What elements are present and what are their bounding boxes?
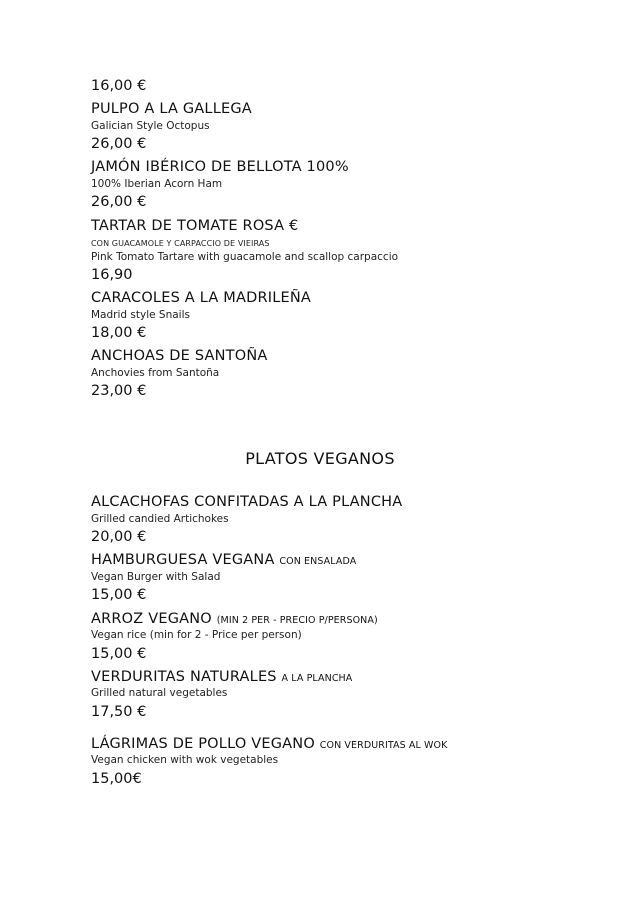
vegan-item-desc: Grilled natural vegetables <box>91 687 228 699</box>
item-name: ANCHOAS DE SANTOÑA <box>91 348 268 364</box>
item-price: 26,00 € <box>91 194 147 210</box>
vegan-item-price: 20,00 € <box>91 529 147 545</box>
item-name: TARTAR DE TOMATE ROSA € <box>91 218 299 234</box>
vegan-item-desc: Vegan rice (min for 2 - Price per person) <box>91 629 302 641</box>
vegan-item-title <box>91 553 356 568</box>
vegan-item-desc: Grilled candied Artichokes <box>91 513 229 525</box>
vegan-item-desc: Vegan chicken with wok vegetables <box>91 754 279 766</box>
item-price: 23,00 € <box>91 383 147 399</box>
vegan-item-title <box>91 670 352 685</box>
vegan-item-title <box>91 612 378 627</box>
item-name: PULPO A LA GALLEGA <box>91 101 252 117</box>
vegan-item-desc: Vegan Burger with Salad <box>91 571 221 583</box>
vegan-item-suffix: (MIN 2 PER - PRECIO P/PERSONA) <box>216 615 378 626</box>
item-name: JAMÓN IBÉRICO DE BELLOTA 100% <box>91 159 349 175</box>
item-desc: Anchovies from Santoña <box>91 367 220 379</box>
vegan-item-price: 15,00€ <box>91 771 142 787</box>
carry-over-price: 16,00 € <box>91 78 147 94</box>
item-desc: Madrid style Snails <box>91 309 190 321</box>
vegan-item-name: HAMBURGUESA VEGANA <box>91 552 275 568</box>
vegan-item-name: VERDURITAS NATURALES <box>91 669 277 685</box>
vegan-item-name: LÁGRIMAS DE POLLO VEGANO <box>91 736 315 752</box>
item-desc: 100% Iberian Acorn Ham <box>91 178 223 190</box>
vegan-item-title <box>91 737 447 752</box>
item-note: CON GUACAMOLE Y CARPACCIO DE VIEIRAS <box>91 239 270 248</box>
item-desc: Pink Tomato Tartare with guacamole and scallop carpaccio <box>91 251 399 263</box>
vegan-item-price: 17,50 € <box>91 704 147 720</box>
vegan-item-suffix: CON ENSALADA <box>279 556 357 567</box>
vegan-item-suffix: A LA PLANCHA <box>281 673 353 684</box>
vegan-item-name: ALCACHOFAS CONFITADAS A LA PLANCHA <box>91 494 403 510</box>
vegan-item-name: ARROZ VEGANO <box>91 611 212 627</box>
vegan-item-price: 15,00 € <box>91 646 147 662</box>
vegan-item-suffix: CON VERDURITAS AL WOK <box>319 740 448 751</box>
item-desc: Galician Style Octopus <box>91 120 210 132</box>
item-price: 16,90 <box>91 267 133 283</box>
vegan-item-price: 15,00 € <box>91 587 147 603</box>
item-price: 18,00 € <box>91 325 147 341</box>
item-price: 26,00 € <box>91 136 147 152</box>
section-heading-vegan: PLATOS VEGANOS <box>245 449 395 468</box>
item-name: CARACOLES A LA MADRILEÑA <box>91 290 312 306</box>
